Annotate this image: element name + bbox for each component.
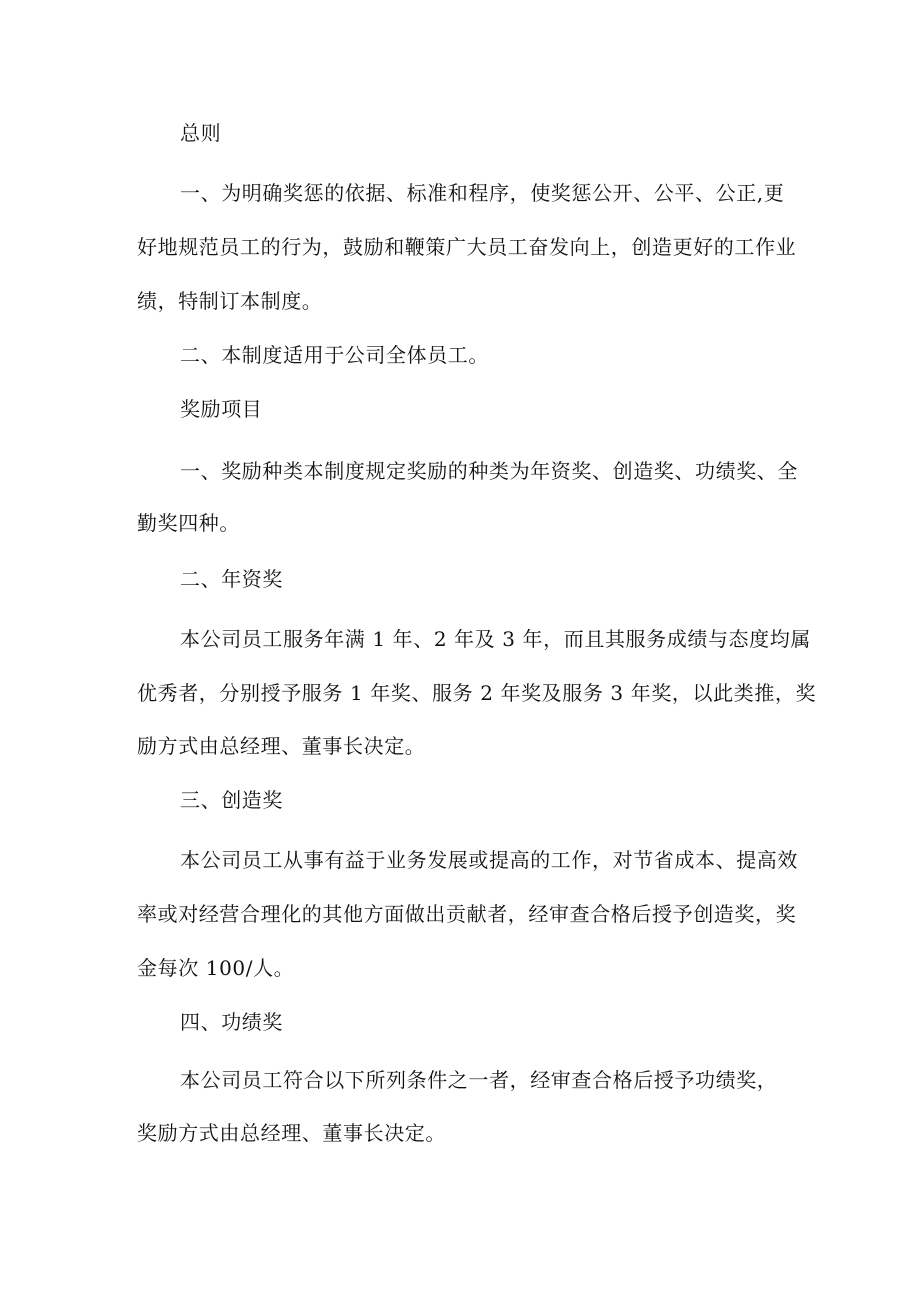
paragraph-line: 本公司员工服务年满 1 年、2 年及 3 年，而且其服务成绩与态度均属	[180, 627, 811, 651]
paragraph-line: 本公司员工从事有益于业务发展或提高的工作，对节省成本、提高效	[180, 848, 798, 872]
section-heading: 三、创造奖	[180, 788, 283, 812]
paragraph-line: 金每次 100/人。	[137, 956, 295, 980]
paragraph-line: 一、奖励种类本制度规定奖励的种类为年资奖、创造奖、功绩奖、全	[180, 459, 798, 483]
paragraph-line: 率或对经营合理化的其他方面做出贡献者，经审查合格后授予创造奖，奖	[137, 902, 797, 926]
section-heading: 四、功绩奖	[180, 1010, 283, 1034]
paragraph-line: 二、本制度适用于公司全体员工。	[180, 343, 489, 367]
paragraph-line: 好地规范员工的行为，鼓励和鞭策广大员工奋发向上，创造更好的工作业	[137, 235, 797, 259]
heading-rewards: 奖励项目	[180, 397, 263, 421]
paragraph-line: 奖励方式由总经理、董事长决定。	[137, 1121, 446, 1145]
paragraph-line: 勤奖四种。	[137, 511, 240, 535]
paragraph-line: 绩，特制订本制度。	[137, 289, 323, 313]
paragraph-line: 优秀者，分别授予服务 1 年奖、服务 2 年奖及服务 3 年奖，以此类推，奖	[137, 681, 817, 705]
paragraph-line: 一、为明确奖惩的依据、标准和程序，使奖惩公开、公平、公正,更	[180, 181, 785, 205]
paragraph-line: 本公司员工符合以下所列条件之一者，经审查合格后授予功绩奖，	[180, 1068, 778, 1092]
heading-general: 总则	[180, 121, 222, 145]
paragraph-line: 励方式由总经理、董事长决定。	[137, 734, 426, 758]
section-heading: 二、年资奖	[180, 567, 283, 591]
